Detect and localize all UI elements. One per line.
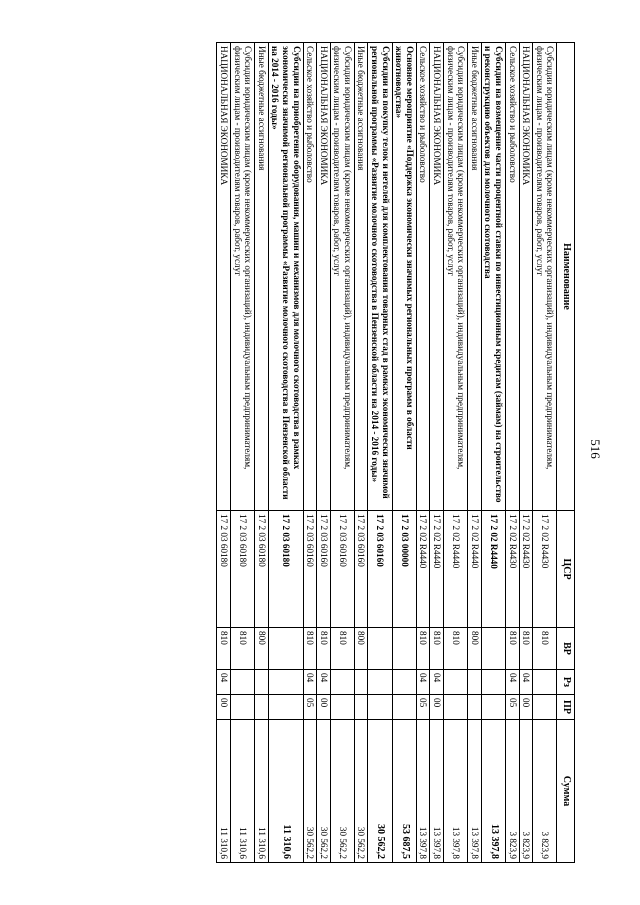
row-vr-cell (268, 628, 303, 670)
row-csr-cell: 17 2 03 60160 (368, 511, 392, 628)
row-pr-cell (392, 695, 416, 720)
row-pr-cell (468, 695, 482, 720)
row-rz-cell: 04 (519, 670, 533, 695)
row-csr-cell: 17 2 02 R4440 (416, 511, 430, 628)
row-name-cell: НАЦИОНАЛЬНАЯ ЭКОНОМИКА (519, 43, 533, 511)
row-sum-cell: 11 310,6 (217, 720, 231, 863)
row-vr-cell: 810 (519, 628, 533, 670)
row-csr-cell: 17 2 02 R4430 (533, 511, 557, 628)
table-row (230, 43, 254, 863)
row-csr-cell: 17 2 03 60180 (230, 511, 254, 628)
row-pr-cell: 00 (430, 695, 444, 720)
row-sum-cell: 30 562,2 (317, 720, 331, 863)
row-pr-cell (255, 695, 269, 720)
header-csr: ЦСР (557, 511, 575, 628)
row-name-cell: Субсидии на приобретение оборудования, машин и механизмов для молочного скотоводства в рамках экономически значимой региональной программы «Развитие молочного скотоводства в Пензенской области на 2014 - 2016 годы» (268, 43, 303, 511)
row-sum-cell: 30 562,2 (368, 720, 392, 863)
row-pr-cell (330, 695, 354, 720)
row-name-cell: Субсидии юридическим лицам (кроме некоммерческих организаций), индивидуальным предпринимателям, физическим лицам - производителям товаров, работ, услуг (230, 43, 254, 511)
row-sum-cell: 11 310,6 (230, 720, 254, 863)
row-rz-cell: 04 (217, 670, 231, 695)
row-vr-cell: 810 (317, 628, 331, 670)
row-vr-cell (481, 628, 505, 670)
row-name-cell: Субсидии юридическим лицам (кроме некоммерческих организаций), индивидуальным предпринимателям, физическим лицам - производителям товаров, работ, услуг (330, 43, 354, 511)
row-csr-cell: 17 2 02 R4440 (481, 511, 505, 628)
row-pr-cell (481, 695, 505, 720)
row-rz-cell (255, 670, 269, 695)
table-row (468, 43, 482, 863)
row-name-cell: НАЦИОНАЛЬНАЯ ЭКОНОМИКА (317, 43, 331, 511)
row-vr-cell: 810 (303, 628, 317, 670)
row-name-cell: Субсидии юридическим лицам (кроме некоммерческих организаций), индивидуальным предпринимателям, физическим лицам - производителям товаров, работ, услуг (533, 43, 557, 511)
row-sum-cell: 13 397,8 (416, 720, 430, 863)
row-csr-cell: 17 2 03 60180 (268, 511, 303, 628)
row-vr-cell (368, 628, 392, 670)
table-row (430, 43, 444, 863)
row-rz-cell: 04 (303, 670, 317, 695)
row-rz-cell: 04 (430, 670, 444, 695)
row-name-cell: НАЦИОНАЛЬНАЯ ЭКОНОМИКА (430, 43, 444, 511)
table-row (217, 43, 231, 863)
row-name-cell: Субсидии юридическим лицам (кроме некоммерческих организаций), индивидуальным предпринимателям, физическим лицам - производителям товаров, работ, услуг (444, 43, 468, 511)
row-csr-cell: 17 2 03 60160 (354, 511, 368, 628)
row-rz-cell (481, 670, 505, 695)
row-name-cell: Основное мероприятие «Поддержка экономически значимых региональных программ в области животноводства» (392, 43, 416, 511)
row-vr-cell: 810 (533, 628, 557, 670)
row-csr-cell: 17 2 03 60160 (303, 511, 317, 628)
row-rz-cell: 04 (317, 670, 331, 695)
row-sum-cell: 13 397,8 (430, 720, 444, 863)
row-pr-cell: 00 (217, 695, 231, 720)
table-row (519, 43, 533, 863)
table-row (268, 43, 303, 863)
table-row (354, 43, 368, 863)
header-pr: ПР (557, 695, 575, 720)
row-rz-cell (444, 670, 468, 695)
row-rz-cell (392, 670, 416, 695)
row-vr-cell: 810 (444, 628, 468, 670)
row-name-cell: Иные бюджетные ассигнования (354, 43, 368, 511)
table-row (392, 43, 416, 863)
row-csr-cell: 17 2 03 60180 (217, 511, 231, 628)
row-vr-cell: 800 (468, 628, 482, 670)
row-vr-cell: 810 (330, 628, 354, 670)
row-vr-cell: 810 (506, 628, 520, 670)
row-rz-cell (468, 670, 482, 695)
row-sum-cell: 53 687,5 (392, 720, 416, 863)
row-sum-cell: 13 397,8 (468, 720, 482, 863)
row-vr-cell: 810 (217, 628, 231, 670)
table-row (506, 43, 520, 863)
budget-table (216, 42, 575, 863)
row-rz-cell (230, 670, 254, 695)
header-vr: ВР (557, 628, 575, 670)
row-name-cell: Иные бюджетные ассигнования (255, 43, 269, 511)
table-row (317, 43, 331, 863)
row-pr-cell: 00 (317, 695, 331, 720)
row-sum-cell: 3 823,9 (506, 720, 520, 863)
header-rz: Рз (557, 670, 575, 695)
row-pr-cell: 00 (519, 695, 533, 720)
row-name-cell: Субсидии на покупку телок и нетелей для комплектования товарных стад в рамках экономически значимой региональной программы «Развитие молочного скотоводства в Пензенской области на 2014 - 2016 годы» (368, 43, 392, 511)
row-pr-cell (444, 695, 468, 720)
row-sum-cell: 3 823,9 (533, 720, 557, 863)
row-rz-cell (354, 670, 368, 695)
row-sum-cell: 30 562,2 (354, 720, 368, 863)
row-pr-cell (230, 695, 254, 720)
row-csr-cell: 17 2 02 R4440 (468, 511, 482, 628)
row-vr-cell: 800 (354, 628, 368, 670)
row-csr-cell: 17 2 03 60160 (330, 511, 354, 628)
row-sum-cell: 3 823,9 (519, 720, 533, 863)
row-pr-cell (368, 695, 392, 720)
row-sum-cell: 11 310,6 (268, 720, 303, 863)
table-row (533, 43, 557, 863)
row-csr-cell: 17 2 03 60180 (255, 511, 269, 628)
page-number: 516 (587, 439, 603, 459)
row-vr-cell: 800 (255, 628, 269, 670)
table-body (217, 43, 557, 863)
table-row (368, 43, 392, 863)
row-pr-cell (268, 695, 303, 720)
row-sum-cell: 13 397,8 (444, 720, 468, 863)
row-vr-cell (392, 628, 416, 670)
row-pr-cell: 05 (506, 695, 520, 720)
table-row (303, 43, 317, 863)
row-csr-cell: 17 2 02 R4430 (506, 511, 520, 628)
row-pr-cell: 05 (416, 695, 430, 720)
row-rz-cell (268, 670, 303, 695)
table-row (255, 43, 269, 863)
row-csr-cell: 17 2 02 R4440 (430, 511, 444, 628)
table-row (444, 43, 468, 863)
row-csr-cell: 17 2 03 00000 (392, 511, 416, 628)
row-sum-cell: 11 310,6 (255, 720, 269, 863)
row-rz-cell (368, 670, 392, 695)
table-row (481, 43, 505, 863)
row-name-cell: Иные бюджетные ассигнования (468, 43, 482, 511)
rotated-table-container (65, 42, 575, 862)
row-csr-cell: 17 2 02 R4430 (519, 511, 533, 628)
table-row (330, 43, 354, 863)
row-vr-cell: 810 (230, 628, 254, 670)
row-sum-cell: 13 397,8 (481, 720, 505, 863)
row-rz-cell (330, 670, 354, 695)
table-header-row (557, 43, 575, 863)
row-pr-cell (354, 695, 368, 720)
row-vr-cell: 810 (416, 628, 430, 670)
row-name-cell: Субсидии на возмещение части процентной ставки по инвестиционным кредитам (займам) на строительство и реконструкцию объектов для молочного скотоводства (481, 43, 505, 511)
row-pr-cell (533, 695, 557, 720)
row-name-cell: Сельское хозяйство и рыболовство (416, 43, 430, 511)
row-rz-cell: 04 (506, 670, 520, 695)
header-sum: Сумма (557, 720, 575, 863)
row-sum-cell: 30 562,2 (303, 720, 317, 863)
row-csr-cell: 17 2 03 60160 (317, 511, 331, 628)
row-sum-cell: 30 562,2 (330, 720, 354, 863)
row-rz-cell: 04 (416, 670, 430, 695)
row-csr-cell: 17 2 02 R4440 (444, 511, 468, 628)
row-name-cell: НАЦИОНАЛЬНАЯ ЭКОНОМИКА (217, 43, 231, 511)
row-rz-cell (533, 670, 557, 695)
header-name: Наименование (557, 43, 575, 511)
table-row (416, 43, 430, 863)
row-name-cell: Сельское хозяйство и рыболовство (303, 43, 317, 511)
row-name-cell: Сельское хозяйство и рыболовство (506, 43, 520, 511)
row-pr-cell: 05 (303, 695, 317, 720)
row-vr-cell: 810 (430, 628, 444, 670)
